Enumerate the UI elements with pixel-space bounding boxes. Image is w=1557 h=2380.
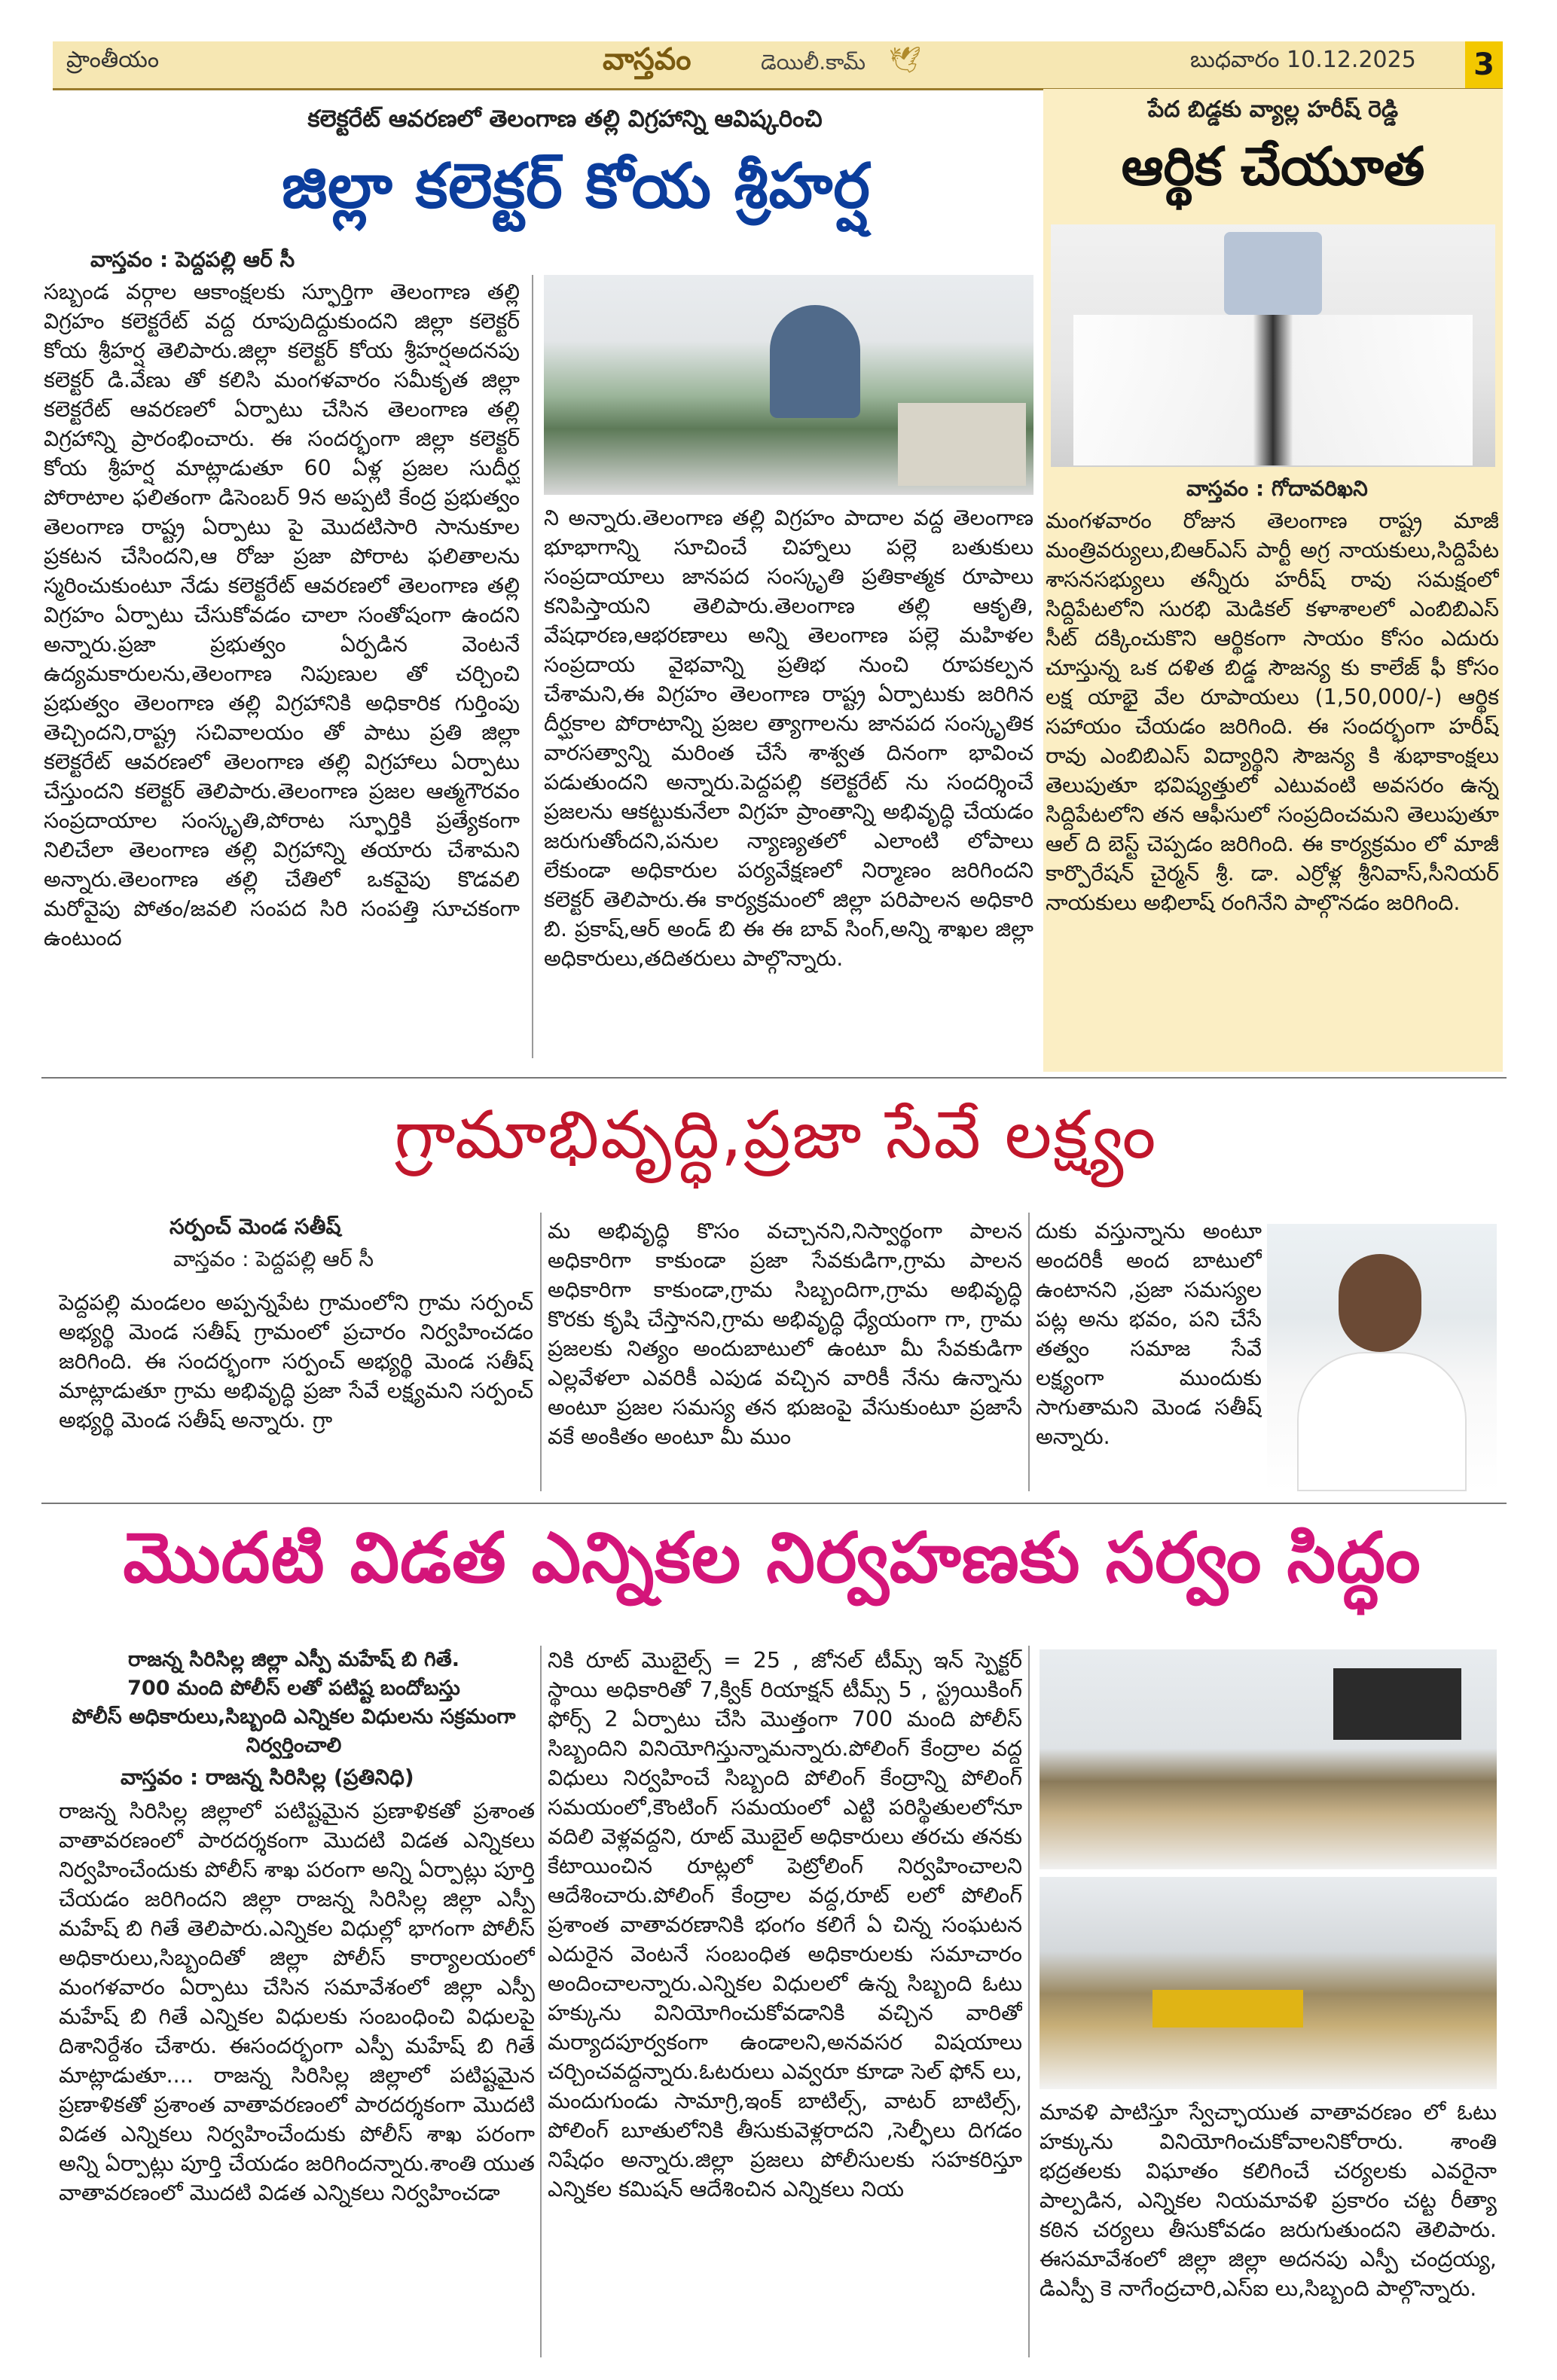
column-divider <box>1028 1646 1030 2357</box>
story2-kicker: పేద బిడ్డకు వ్యాల్ల హరీష్ రెడ్డి <box>1147 96 1399 123</box>
story4-headline: మొదటి విడత ఎన్నికల నిర్వహణకు సర్వం సిద్ధం <box>123 1518 1421 1598</box>
page-number: 3 <box>1465 41 1503 88</box>
story2-body: మంగళవారం రోజున తెలంగాణ రాష్ట్ర మాజీ మంత్రివర్యులు,బిఆర్ఎస్ పార్టీ అగ్ర నాయకులు,సిద్దిపేట శాసనసభ్యులు తన్నీరు హరీష్ రావు సమక్షంలో సిద్దిపేటలోని సురభి మెడికల్ కళాశాలలో ఎంబిబిఎస్ సీట్ దక్కించుకొని ఆర్థికంగా సాయం కోసం ఎదురు చూస్తున్న ఒక దళిత బిడ్డ సౌజన్య కు కాలేజ్ ఫీ కోసం లక్ష యాభై వేల రూపాయలు (1,50,000/-) ఆర్థిక సహాయం చేయడం జరిగింది. ఈ సందర్భంగా హరీష్ రావు ఎంబిబిఎస్ విద్యార్థిని సౌజన్య కి శుభాకాంక్షలు తెలుపుతూ భవిష్యత్తులో ఎటువంటి అవసరం ఉన్న సిద్దిపేటలోని తన ఆఫీసులో సంప్రదించమని తెలుపుతూ ఆల్ ది బెస్ట్ చెప్పడం జరిగింది. ఈ కార్యక్రమం లో మాజీ కార్పొరేషన్ చైర్మన్ శ్రీ. డా. ఎర్రోళ్ల శ్రీనివాస్,సీనియర్ నాయకులు అభిలాష్ రంగినేని పాల్గొనడం జరిగింది. <box>1046 508 1499 915</box>
story1-column-1: సబ్బండ వర్గాల ఆకాంక్షలకు స్ఫూర్తిగా తెలంగాణ తల్లి విగ్రహం కలెక్టరేట్ వద్ద రూపుదిద్దుకుందని జిల్లా కలెక్టర్ కోయ శ్రీహర్ష తెలిపారు.జిల్లా కలెక్టర్ కోయ శ్రీహర్షఅదనపు కలెక్టర్ డి.వేణు తో కలిసి మంగళవారం సమీకృత జిల్లా కలెక్టరేట్ ఆవరణలో ఏర్పాటు చేసిన తెలంగాణ తల్లి విగ్రహాన్ని ప్రారంభించారు. ఈ సందర్భంగా జిల్లా కలెక్టర్ కోయ శ్రీహర్ష మాట్లాడుతూ 60 ఏళ్ల ప్రజల సుదీర్ఘ పోరాటాల ఫలితంగా డిసెంబర్ 9న అప్పటి కేంద్ర ప్రభుత్వం తెలంగాణ రాష్ట్ర ఏర్పాటు పై మొదటిసారి సానుకూల ప్రకటన చేసిందని,ఆ రోజు ప్రజా పోరాట ఫలితాలను స్మరించుకుంటూ నేడు కలెక్టరేట్ ఆవరణలో తెలంగాణ తల్లి విగ్రహం ఏర్పాటు చేసుకోవడం చాలా సంతోషంగా ఉందని అన్నారు.ప్రజా ప్రభుత్వం ఏర్పడిన వెంటనే ఉద్యమకారులను,తెలంగాణ నిపుణుల తో చర్చించి ప్రభుత్వం తెలంగాణ తల్లి విగ్రహానికి అధికారిక గుర్తింపు తెచ్చిందని,రాష్ట్ర సచివాలయం తో పాటు ప్రతి జిల్లా కలెక్టరేట్ ఆవరణలో తెలంగాణ తల్లి విగ్రహాలు ఏర్పాటు చేస్తుందని కలెక్టర్ తెలిపారు.తెలంగాణ ప్రజల ఆత్మగౌరవం సంప్రదాయాల సంస్కృతి,పోరాట స్ఫూర్తికి ప్రత్యేకంగా నిలిచేలా తెలంగాణ తల్లి విగ్రహాన్ని తయారు చేశామని అన్నారు.తెలంగాణ తల్లి చేతిలో ఒకవైపు కొడవలి మరోవైపు పోతం/జవలి సంపద సిరి సంపత్తి సూచకంగా ఉంటుంద <box>44 279 520 950</box>
tv-screen <box>1333 1668 1461 1740</box>
story2-dateline: వాస్తవం : గోదావరిఖని <box>1186 476 1368 501</box>
story4-kicker-line: 700 మంది పోలీస్ లతో పటిష్ట బందోబస్తు <box>127 1677 460 1700</box>
statue-shape <box>770 305 860 418</box>
story1-headline: జిల్లా కలెక్టర్ కోయ శ్రీహర్ష <box>282 151 871 222</box>
face-shape <box>1339 1254 1421 1352</box>
newspaper-logo-sub: డెయిలీ.కామ్ <box>761 50 866 75</box>
section-divider <box>41 1077 1507 1079</box>
story4-column-1: రాజన్న సిరిసిల్ల జిల్లాలో పటిష్టమైన ప్రణాళికతో ప్రశాంత వాతావరణంలో పారదర్శకంగా మొదటి విడత ఎన్నికలు నిర్వహించేందుకు పోలీస్ శాఖ పరంగా అన్ని ఏర్పాట్లు పూర్తి చేయడం జరిగిందని జిల్లా రాజన్న సిరిసిల్ల జిల్లా ఎస్పీ మహేష్ బి గితే తెలిపారు.ఎన్నికల విధుల్లో భాగంగా పోలీస్ అధికారులు,సిబ్బందితో జిల్లా పోలీస్ కార్యాలయంలో మంగళవారం ఏర్పాటు చేసిన సమావేశంలో జిల్లా ఎస్పీ మహేష్ బి గితే ఎన్నికల విధులకు సంబంధించి విధులపై దిశానిర్దేశం చేశారు. ఈసందర్భంగా ఎస్పీ మహేష్ బి గితే మాట్లాడుతూ.... రాజన్న సిరిసిల్ల జిల్లాలో పటిష్టమైన ప్రణాళికతో ప్రశాంత వాతావరణంలో పారదర్శకంగా మొదటి విడత ఎన్నికలు నిర్వహించేందుకు పోలీస్ శాఖ పరంగా అన్ని ఏర్పాట్లు పూర్తి చేయడం జరిగిందన్నారు.శాంతి యుత వాతావరణంలో మొదటి విడత ఎన్నికలు నిర్వహించడా <box>59 1799 535 2205</box>
bird-icon: 🕊 <box>889 45 922 75</box>
white-shirt-shape <box>1297 1352 1467 1491</box>
section-divider <box>41 1503 1507 1504</box>
section-name: ప్రాంతీయం <box>66 47 160 73</box>
story2-headline: ఆర్థిక చేయూత <box>1121 136 1425 197</box>
yellow-table <box>1152 1990 1303 2028</box>
column-divider <box>1028 1213 1030 1491</box>
newspaper-logo: వాస్తవం <box>603 42 691 77</box>
issue-date: బుధవారం 10.12.2025 <box>1190 47 1416 73</box>
story3-column-3: దుకు వస్తున్నాను అంటూ అందరికీ అంద బాటులో ఉంటానని ,ప్రజా సమస్యల పట్ల అను భవం, పని చేసే తత్వం సమాజ సేవే లక్ష్యంగా ముందుకు సాగుతామని మెండ సతీష్ అన్నారు. <box>1036 1219 1262 1449</box>
platform-shape <box>898 403 1026 486</box>
story4-kicker-line: పోలీస్ అధికారులు,సిబ్బంది ఎన్నికల విధులను సక్రమంగా <box>72 1705 516 1729</box>
story1-column-2: ని అన్నారు.తెలంగాణ తల్లి విగ్రహం పాదాల వద్ద తెలంగాణ భూభాగాన్ని సూచించే చిహ్నాలు పల్లె బతుకులు సంప్రదాయాలు జానపద సంస్కృతి ప్రతికాత్మక రూపాలు కనిపిస్తాయని తెలిపారు.తెలంగాణ తల్లి ఆకృతి, వేషధారణ,ఆభరణాలు అన్ని తెలంగాణ పల్లె మహిళల సంప్రదాయ వైభవాన్ని ప్రతిభ నుంచి రూపకల్పన చేశామని,ఈ విగ్రహం తెలంగాణ రాష్ట్ర ఏర్పాటుకు జరిగిన దీర్ఘకాల పోరాటాన్ని ప్రజల త్యాగాలను జానపద సంస్కృతిక వారసత్వాన్ని మరింత చేసే శాశ్వత దినంగా భావించ పడుతుందని అన్నారు.పెద్దపల్లి కలెక్టరేట్ ను సందర్శించే ప్రజలను ఆకట్టుకునేలా విగ్రహ ప్రాంతాన్ని అభివృద్ధి చేయడం జరుగుతోందని,పనుల న్యాణ్యతలో ఎలాంటి లోపాలు లేకుండా అధికారుల పర్యవేక్షణలో నిర్మాణం జరిగిందని కలెక్టర్ తెలిపారు.ఈ కార్యక్రమంలో జిల్లా పరిపాలన అధికారి బి. ప్రకాష్,ఆర్ అండ్ బి ఈ ఈ బావ్ సింగ్,అన్ని శాఖల జిల్లా అధికారులు,తదితరులు పాల్గొన్నారు. <box>544 505 1033 971</box>
story3-column-2: మ అభివృద్ధి కొసం వచ్చానని,నిస్వార్థంగా పాలన అధికారిగా కాకుండా ప్రజా సేవకుడిగా,గ్రామ పాలన అధికారిగా కాకుండా,గ్రామ సిబ్బందిగా,గ్రామ అభివృద్ధి కొరకు కృషి చేస్తానని,గ్రామ అభివృద్ధి ధ్యేయంగా గా, గ్రామ ప్రజలకు నిత్యం అందుబాటులో ఉంటూ మీ సేవకుడిగా ఎల్లవేళలా ఎవరికీ ఎపుడ వచ్చిన వారికీ నేను ఉన్నాను అంటూ ప్రజల సమస్య తన భుజంపై వేసుకుంటూ ప్రజాసే వకే అంకితం అంటూ మీ ముం <box>548 1219 1022 1449</box>
story3-headline: గ్రామాభివృద్ధి,ప్రజా సేవే లక్ష్యం <box>394 1096 1158 1173</box>
story1-dateline: వాస్తవం : పెద్దపల్లి ఆర్ సీ <box>90 247 295 272</box>
column-divider <box>540 1646 542 2357</box>
story2-photo <box>1051 224 1495 467</box>
story4-kicker-line: రాజన్న సిరిసిల్ల జిల్లా ఎస్పీ మహేష్ బి గితే. <box>127 1648 460 1671</box>
candidate-photo <box>1267 1224 1497 1491</box>
story3-dateline: వాస్తవం : పెద్దపల్లి ఆర్ సీ <box>173 1246 374 1271</box>
column-divider <box>532 275 533 1058</box>
story3-byline: సర్పంచ్ మెండ సతీష్ <box>169 1214 341 1239</box>
story4-column-2: నికి రూట్ మొబైల్స్ = 25 , జోనల్ టీమ్స్ ఇన్ స్పెక్టర్ స్థాయి అధికారితో 7,క్విక్ రియాక్షన్ టీమ్స్ 5 , స్ట్రయికింగ్ ఫోర్స్ 2 ఏర్పాటు చేసి మొత్తంగా 700 మంది పోలీస్ సిబ్బందిని వినియోగిస్తున్నామన్నారు.పోలింగ్ కేంద్రాల వద్ద విధులు నిర్వహించే సిబ్బంది పోలింగ్ కేంద్రాన్ని పోలింగ్ సమయంలో,కౌంటింగ్ సమయంలో ఎట్టి పరిస్థితులలోనూ వదిలి వెళ్లవద్దని, రూట్ మొబైల్ అధికారులు తరచు తనకు కేటాయించిన రూట్లలో పెట్రోలింగ్ నిర్వహించాలని ఆదేశించారు.పోలింగ్ కేంద్రాల వద్ద,రూట్ లలో పోలింగ్ ప్రశాంత వాతావరణానికి భంగం కలిగే ఏ చిన్న సంఘటన ఎదురైన వెంటనే సంబంధిత అధికారులకు సమాచారం అందించాలన్నారు.ఎన్నికల విధులలో ఉన్న సిబ్బంది ఓటు హక్కును వినియోగించుకోవడానికి వచ్చిన వారితో మర్యాదపూర్వకంగా ఉండాలని,అనవసర విషయాలు చర్చించవద్దన్నారు.ఓటరులు ఎవ్వరూ కూడా సెల్ ఫోన్ లు, మందుగుండు సామాగ్రి,ఇంక్ బాటిల్స్, వాటర్ బాటిల్స్, పోలింగ్ బూతులోనికి తీసుకువెళ్లరాదని ,సెల్ఫీలు దిగడం నిషేధం అన్నారు.జిల్లా ప్రజలు పోలీసులకు సహకరిస్తూ ఎన్నికల కమిషన్ ఆదేశించిన ఎన్నికలు నియ <box>548 1648 1022 2202</box>
meeting-photo-1 <box>1040 1649 1497 1869</box>
column-divider <box>540 1213 542 1491</box>
story4-dateline: వాస్తవం : రాజన్న సిరిసిల్ల (ప్రతినిధి) <box>121 1765 414 1790</box>
story3-column-1: పెద్దపల్లి మండలం అప్పన్నపేట గ్రామంలోని గ్రామ సర్పంచ్ అభ్యర్థి మెండ సతీష్ గ్రామంలో ప్రచారం నిర్వహించడం జరిగింది. ఈ సందర్భంగా సర్పంచ్ అభ్యర్థి మెండ సతీష్ మాట్లాడుతూ గ్రామ అభివృద్ధి ప్రజా సేవే లక్ష్యమని సర్పంచ్ అభ్యర్థి మెండ సతీష్ అన్నారు. గ్రా <box>59 1290 533 1433</box>
story4-kicker-line: నిర్వర్తించాలి <box>246 1734 342 1757</box>
story1-photo <box>544 275 1033 495</box>
people-group <box>1073 315 1473 465</box>
story1-kicker: కలెక్టరేట్ ఆవరణలో తెలంగాణ తల్లి విగ్రహాన్ని ఆవిష్కరించి <box>307 105 823 133</box>
story4-column-3: మావళి పాటిస్తూ స్వేచ్ఛాయుత వాతావరణం లో ఓటు హక్కును వినియోగించుకోవాలనికోరారు. శాంతి భద్రతలకు విఘాతం కలిగించే చర్యలకు ఎవరైనా పాల్పడిన, ఎన్నికల నియమావళి ప్రకారం చట్ట రీత్యా కఠిన చర్యలు తీసుకోవడం జరుగుతుందని తెలిపారు. ఈసమావేశంలో జిల్లా జిల్లా అదనపు ఎస్పీ చంద్రయ్య, డిఎస్పీ కె నాగేంద్రచారి,ఎస్ఐ లు,సిబ్బంది పాల్గొన్నారు. <box>1040 2100 1497 2301</box>
portrait-frame <box>1224 232 1322 315</box>
meeting-photo-2 <box>1040 1877 1497 2089</box>
story4-kicker-block <box>60 1646 527 1760</box>
